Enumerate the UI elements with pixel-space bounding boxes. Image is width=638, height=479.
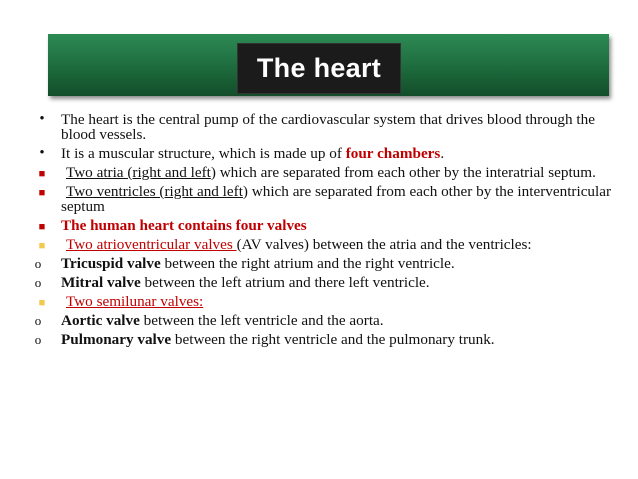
content-list (27, 112, 612, 351)
list-item (27, 313, 612, 328)
item-text: It is a muscular structure, which is made up of (61, 145, 346, 162)
list-item (27, 165, 612, 180)
list-item (27, 332, 612, 347)
item-text: The heart is the central pump of the cardiovascular system that drives blood through the blood vessels. (61, 111, 595, 143)
bold-text: Mitral valve (61, 274, 141, 291)
list-item (27, 112, 612, 142)
list-item (27, 294, 612, 309)
red-square-bullet-icon: ■ (38, 168, 46, 180)
circle-bullet-icon: o (34, 275, 42, 290)
item-text: ) which are separated from each other by the interatrial septum. (210, 164, 596, 181)
item-text: ) which are separated from each other by the interventricular septum (61, 183, 612, 215)
red-square-bullet-icon: ■ (38, 221, 46, 233)
bullet-icon: • (39, 111, 45, 127)
bullet-icon: • (39, 145, 45, 161)
yellow-square-bullet-icon: ■ (38, 240, 46, 252)
item-text: between the left atrium and there left ventricle. (140, 274, 430, 291)
item-text: between the left ventricle and the aorta. (139, 312, 384, 329)
item-text: . (440, 145, 445, 162)
underlined-highlight-text: Two semilunar valves: (66, 293, 204, 310)
highlight-text: The human heart contains four valves (61, 217, 307, 234)
underlined-text: Two atria (right and left (66, 164, 211, 181)
item-text: between the right atrium and the right ventricle. (160, 255, 455, 272)
circle-bullet-icon: o (34, 332, 42, 347)
circle-bullet-icon: o (34, 313, 42, 328)
red-square-bullet-icon: ■ (38, 187, 46, 199)
circle-bullet-icon: o (34, 256, 42, 271)
list-item (27, 218, 612, 233)
item-text: between the right ventricle and the pulmonary trunk. (171, 331, 495, 348)
underlined-text: Two ventricles (right and left (66, 183, 243, 200)
list-item (27, 237, 612, 252)
yellow-square-bullet-icon: ■ (38, 297, 46, 309)
highlight-text: four chambers (345, 145, 441, 162)
bold-text: Pulmonary valve (61, 331, 172, 348)
list-item (27, 275, 612, 290)
list-item (27, 256, 612, 271)
bold-text: Tricuspid valve (61, 255, 161, 272)
underlined-highlight-text: Two atrioventricular valves (66, 236, 237, 253)
bold-text: Aortic valve (61, 312, 140, 329)
list-item (27, 184, 612, 214)
title-box (237, 43, 401, 94)
page-title: The heart (256, 53, 382, 83)
list-item (27, 146, 612, 161)
item-text: (AV valves) between the atria and the ventricles: (236, 236, 532, 253)
